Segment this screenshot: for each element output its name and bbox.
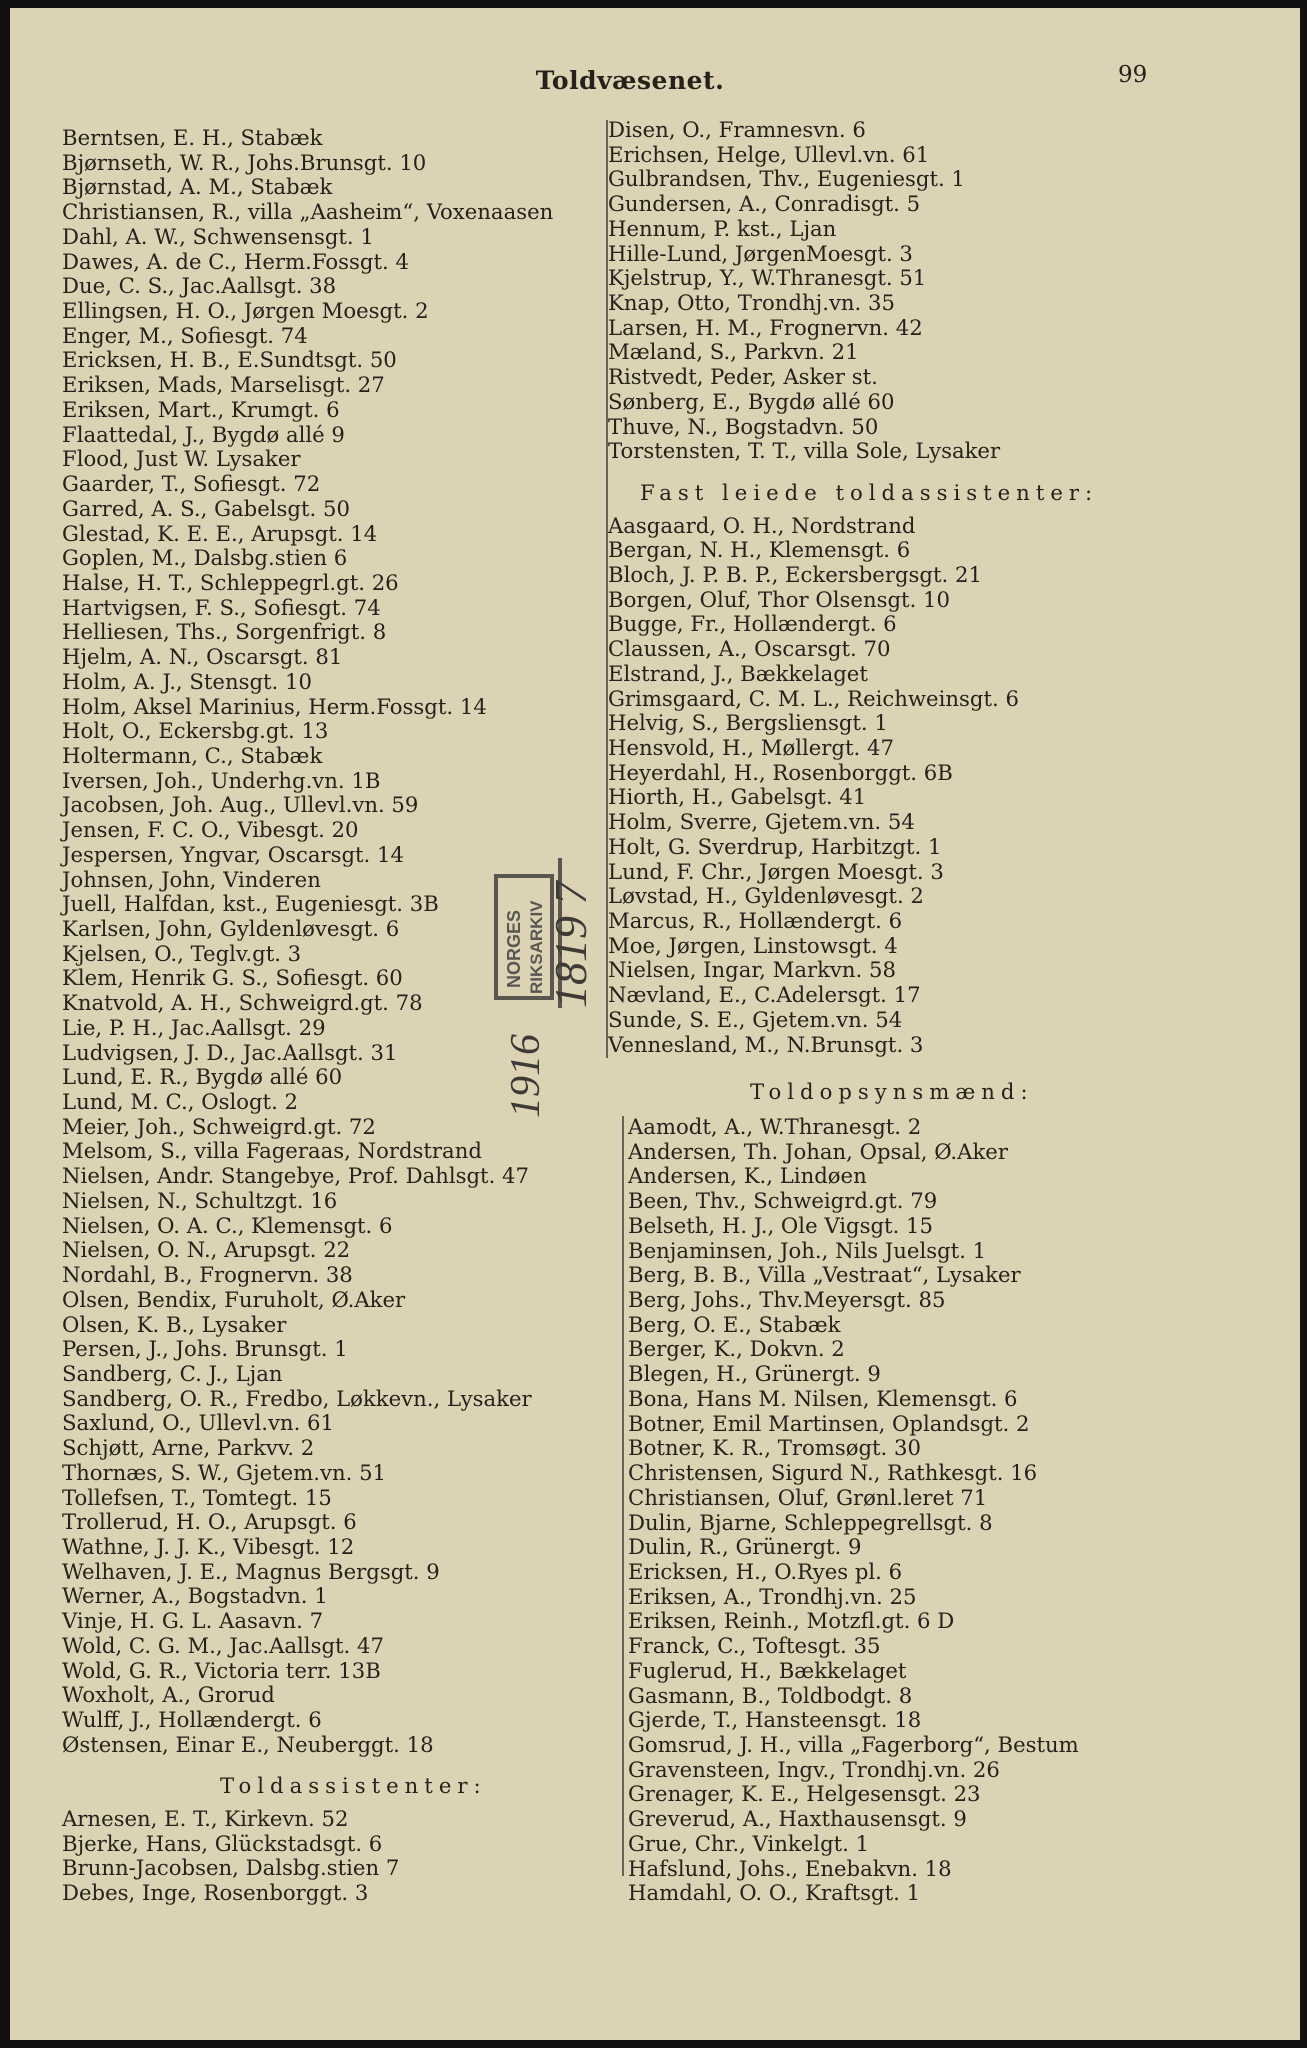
directory-entry: Lund, E. R., Bygdø allé 60 (62, 1064, 343, 1090)
directory-entry: Nielsen, O. A. C., Klemensgt. 6 (62, 1212, 393, 1238)
directory-entry: Dahl, A. W., Schwensensgt. 1 (62, 223, 374, 249)
directory-entry: Botner, Emil Martinsen, Oplandsgt. 2 (628, 1410, 1030, 1436)
directory-entry: Helliesen, Ths., Sorgenfrigt. 8 (62, 619, 387, 645)
directory-entry: Ristvedt, Peder, Asker st. (608, 364, 878, 390)
directory-entry: Gundersen, A., Conradisgt. 5 (608, 191, 921, 217)
directory-entry: Bjørnseth, W. R., Johs.Brunsgt. 10 (62, 149, 427, 175)
directory-entry: Eriksen, Mads, Marselisgt. 27 (62, 372, 385, 398)
section-heading-toldopsynsmaend: Toldopsynsmænd: (750, 1079, 1034, 1105)
directory-entry: Been, Thv., Schweigrd.gt. 79 (628, 1188, 938, 1214)
directory-entry: Hennum, P. kst., Ljan (608, 215, 837, 241)
directory-entry: Jacobsen, Joh. Aug., Ullevl.vn. 59 (62, 792, 419, 818)
directory-entry: Eriksen, A., Trondhj.vn. 25 (628, 1583, 917, 1609)
toldopsynsmaend-entries (622, 1115, 1079, 1906)
directory-entry: Hamdahl, O. O., Kraftsgt. 1 (628, 1880, 921, 1906)
directory-entry: Moe, Jørgen, Linstowsgt. 4 (608, 932, 898, 958)
directory-entry: Garred, A. S., Gabelsgt. 50 (62, 495, 350, 521)
directory-entry: Christensen, Sigurd N., Rathkesgt. 16 (628, 1460, 1038, 1486)
directory-entry: Brunn-Jacobsen, Dalsbg.stien 7 (62, 1855, 400, 1881)
directory-entry: Andersen, Th. Johan, Opsal, Ø.Aker (628, 1138, 1008, 1164)
directory-entry: Erichsen, Helge, Ullevl.vn. 61 (608, 141, 930, 167)
section-heading-fast-leiede: Fast leiede toldassistenter: (640, 480, 1099, 506)
directory-entry: Vinje, H. G. L. Aasavn. 7 (62, 1608, 324, 1634)
directory-entry: Trollerud, H. O., Arupsgt. 6 (62, 1509, 357, 1535)
directory-entry: Bloch, J. P. B. P., Eckersbergsgt. 21 (608, 561, 982, 587)
directory-entry: Hafslund, Johs., Enebakvn. 18 (628, 1855, 952, 1881)
directory-entry: Christiansen, Oluf, Grønl.leret 71 (628, 1484, 988, 1510)
directory-entry: Wulff, J., Hollændergt. 6 (62, 1707, 322, 1732)
directory-entry: Goplen, M., Dalsbg.stien 6 (62, 545, 348, 571)
directory-entry: Eriksen, Reinh., Motzfl.gt. 6 D (628, 1608, 955, 1634)
directory-entry: Nielsen, N., Schultzgt. 16 (62, 1187, 338, 1213)
directory-entry: Jensen, F. C. O., Vibesgt. 20 (62, 817, 359, 843)
directory-entry: Hjelm, A. N., Oscarsgt. 81 (62, 644, 343, 670)
directory-entry: Sandberg, O. R., Fredbo, Løkkevn., Lysaker (62, 1385, 532, 1411)
directory-entry: Jespersen, Yngvar, Oscarsgt. 14 (62, 841, 404, 867)
toldassistenter-entries (62, 1807, 553, 1906)
directory-entry: Larsen, H. M., Frognervn. 42 (608, 314, 923, 340)
directory-entry: Holm, Sverre, Gjetem.vn. 54 (608, 809, 915, 835)
right-column (608, 118, 1098, 1113)
directory-entry: Holtermann, C., Stabæk (62, 742, 323, 768)
directory-entry: Gomsrud, J. H., villa „Fagerborg“, Bestum (628, 1731, 1079, 1757)
directory-entry: Belseth, H. J., Ole Vigsgt. 15 (628, 1212, 933, 1238)
directory-entry: Elstrand, J., Bækkelaget (608, 660, 868, 686)
directory-entry: Olsen, K. B., Lysaker (62, 1311, 287, 1337)
directory-entry: Aasgaard, O. H., Nordstrand (608, 512, 916, 538)
directory-entry: Christiansen, R., villa „Aasheim“, Voxenaasen (62, 199, 554, 225)
directory-entry: Grimsgaard, C. M. L., Reichweinsgt. 6 (608, 685, 1019, 711)
directory-entry: Eriksen, Mart., Krumgt. 6 (62, 396, 340, 422)
directory-entry: Tollefsen, T., Tomtegt. 15 (62, 1484, 332, 1510)
directory-entry: Kjelstrup, Y., W.Thranesgt. 51 (608, 265, 927, 291)
archive-stamp (494, 688, 599, 1118)
directory-entry: Fuglerud, H., Bækkelaget (628, 1657, 907, 1683)
directory-entry: Wathne, J. J. K., Vibesgt. 12 (62, 1533, 355, 1559)
directory-entry: Andersen, K., Lindøen (628, 1163, 867, 1189)
directory-entry: Olsen, Bendix, Furuholt, Ø.Aker (62, 1286, 406, 1312)
directory-entry: Arnesen, E. T., Kirkevn. 52 (62, 1805, 349, 1831)
directory-entry: Ericksen, H., O.Ryes pl. 6 (628, 1558, 903, 1584)
directory-entry: Flaattedal, J., Bygdø allé 9 (62, 421, 345, 447)
stamp-text-norges: NORGES (504, 909, 524, 988)
directory-entry: Benjaminsen, Joh., Nils Juelsgt. 1 (628, 1237, 987, 1263)
directory-entry: Gravensteen, Ingv., Trondhj.vn. 26 (628, 1756, 1000, 1782)
handwritten-number: 1916 (503, 1034, 549, 1118)
directory-entry: Gaarder, T., Sofiesgt. 72 (62, 471, 321, 497)
directory-entry: Holt, O., Eckersbg.gt. 13 (62, 718, 329, 744)
directory-entry: Woxholt, A., Grorud (62, 1682, 275, 1708)
directory-entry: Bona, Hans M. Nilsen, Klemensgt. 6 (628, 1385, 1018, 1411)
page-number: 99 (1118, 62, 1148, 88)
directory-entry: Grue, Chr., Vinkelgt. 1 (628, 1830, 870, 1856)
directory-entry: Grenager, K. E., Helgesensgt. 23 (628, 1781, 981, 1807)
directory-entry: Hensvold, H., Møllergt. 47 (608, 734, 894, 760)
directory-entry: Vennesland, M., N.Brunsgt. 3 (608, 1031, 924, 1057)
directory-entry: Borgen, Oluf, Thor Olsensgt. 10 (608, 586, 950, 612)
directory-entry: Flood, Just W. Lysaker (62, 446, 301, 472)
directory-entry: Claussen, A., Oscarsgt. 70 (608, 636, 891, 662)
directory-entry: Saxlund, O., Ullevl.vn. 61 (62, 1410, 335, 1436)
directory-entry: Wold, G. R., Victoria terr. 13B (62, 1657, 381, 1683)
directory-entry: Marcus, R., Hollændergt. 6 (608, 908, 903, 933)
directory-entry: Dawes, A. de C., Herm.Fossgt. 4 (62, 248, 409, 274)
directory-entry: Wold, C. G. M., Jac.Aallsgt. 47 (62, 1632, 384, 1658)
directory-entry: Bergan, N. H., Klemensgt. 6 (608, 537, 911, 563)
directory-entry: Greverud, A., Haxthausensgt. 9 (628, 1806, 967, 1832)
directory-entry: Debes, Inge, Rosenborggt. 3 (62, 1880, 369, 1906)
directory-entry: Franck, C., Toftesgt. 35 (628, 1633, 881, 1659)
directory-entry: Glestad, K. E. E., Arupsgt. 14 (62, 520, 378, 546)
directory-entry: Aamodt, A., W.Thranesgt. 2 (628, 1114, 922, 1139)
directory-entry: Halse, H. T., Schleppegrl.gt. 26 (62, 569, 399, 595)
left-column (62, 126, 553, 1906)
directory-entry: Enger, M., Sofiesgt. 74 (62, 322, 308, 348)
left-entries (62, 126, 553, 1757)
directory-entry: Gulbrandsen, Thv., Eugeniesgt. 1 (608, 166, 965, 192)
directory-entry: Bjerke, Hans, Glückstadsgt. 6 (62, 1830, 383, 1856)
fast-leiede-entries (608, 514, 1098, 1058)
directory-entry: Johnsen, John, Vinderen (62, 866, 321, 892)
section-heading-toldassistenter: Toldassistenter: (220, 1773, 487, 1799)
directory-entry: Lund, M. C., Oslogt. 2 (62, 1089, 299, 1115)
directory-entry: Botner, K. R., Tromsøgt. 30 (628, 1435, 921, 1461)
directory-entry: Berntsen, E. H., Stabæk (62, 125, 323, 150)
directory-entry: Helvig, S., Bergsliensgt. 1 (608, 710, 888, 736)
directory-entry: Mæland, S., Parkvn. 21 (608, 339, 859, 365)
directory-entry: Karlsen, John, Gyldenløvesgt. 6 (62, 916, 400, 941)
directory-entry: Sunde, S. E., Gjetem.vn. 54 (608, 1006, 903, 1032)
directory-entry: Persen, J., Johs. Brunsgt. 1 (62, 1336, 348, 1362)
directory-entry: Løvstad, H., Gyldenløvesgt. 2 (608, 883, 924, 909)
directory-entry: Holt, G. Sverdrup, Harbitzgt. 1 (608, 833, 942, 859)
directory-entry: Hille-Lund, JørgenMoesgt. 3 (608, 240, 913, 266)
directory-entry: Dulin, R., Grünergt. 9 (628, 1534, 862, 1560)
directory-entry: Lund, F. Chr., Jørgen Moesgt. 3 (608, 858, 944, 884)
directory-entry: Meier, Joh., Schweigrd.gt. 72 (62, 1113, 376, 1139)
directory-entry: Berg, Johs., Thv.Meyersgt. 85 (628, 1287, 946, 1313)
directory-entry: Disen, O., Framnesvn. 6 (608, 117, 866, 142)
stamp-text-riksarkiv: RIKSARKIV (527, 900, 546, 994)
page-title: Toldvæsenet. (535, 66, 725, 95)
directory-entry: Melsom, S., villa Fageraas, Nordstrand (62, 1138, 482, 1164)
directory-entry: Hiorth, H., Gabelsgt. 41 (608, 784, 867, 810)
directory-entry: Kjelsen, O., Teglv.gt. 3 (62, 940, 302, 966)
directory-entry: Dulin, Bjarne, Schleppegrellsgt. 8 (628, 1509, 993, 1535)
directory-entry: Klem, Henrik G. S., Sofiesgt. 60 (62, 965, 403, 991)
directory-entry: Iversen, Joh., Underhg.vn. 1B (62, 767, 381, 793)
directory-entry: Knap, Otto, Trondhj.vn. 35 (608, 290, 895, 316)
directory-page (10, 8, 1300, 2040)
handwritten-year: 1819 7 (545, 881, 596, 1008)
directory-entry: Torstensten, T. T., villa Sole, Lysaker (608, 438, 1001, 464)
directory-entry: Nordahl, B., Frognervn. 38 (62, 1262, 353, 1288)
directory-entry: Welhaven, J. E., Magnus Bergsgt. 9 (62, 1558, 440, 1584)
directory-entry: Berg, O. E., Stabæk (628, 1311, 841, 1337)
directory-entry: Ellingsen, H. O., Jørgen Moesgt. 2 (62, 298, 429, 324)
directory-entry: Knatvold, A. H., Schweigrd.gt. 78 (62, 990, 423, 1016)
directory-entry: Juell, Halfdan, kst., Eugeniesgt. 3B (62, 891, 439, 917)
directory-entry: Heyerdahl, H., Rosenborggt. 6B (608, 759, 953, 785)
directory-entry: Nielsen, Andr. Stangebye, Prof. Dahlsgt. 47 (62, 1163, 530, 1189)
directory-entry: Nævland, E., C.Adelersgt. 17 (608, 982, 921, 1008)
directory-entry: Holm, Aksel Marinius, Herm.Fossgt. 14 (62, 693, 487, 719)
right-entries (608, 118, 1098, 464)
directory-entry: Nielsen, O. N., Arupsgt. 22 (62, 1237, 351, 1263)
directory-entry: Due, C. S., Jac.Aallsgt. 38 (62, 273, 337, 299)
right-column-lower (622, 1115, 1079, 1906)
directory-entry: Sandberg, C. J., Ljan (62, 1360, 283, 1386)
directory-entry: Thuve, N., Bogstadvn. 50 (608, 413, 879, 439)
directory-entry: Holm, A. J., Stensgt. 10 (62, 668, 312, 694)
directory-entry: Nielsen, Ingar, Markvn. 58 (608, 957, 896, 983)
directory-entry: Østensen, Einar E., Neuberggt. 18 (62, 1731, 434, 1757)
directory-entry: Ericksen, H. B., E.Sundtsgt. 50 (62, 347, 397, 373)
directory-entry: Berger, K., Dokvn. 2 (628, 1336, 845, 1362)
directory-entry: Lie, P. H., Jac.Aallsgt. 29 (62, 1014, 326, 1040)
directory-entry: Gjerde, T., Hansteensgt. 18 (628, 1707, 922, 1733)
directory-entry: Thornæs, S. W., Gjetem.vn. 51 (62, 1459, 387, 1485)
directory-entry: Hartvigsen, F. S., Sofiesgt. 74 (62, 594, 381, 620)
directory-entry: Gasmann, B., Toldbodgt. 8 (628, 1682, 913, 1708)
directory-entry: Bugge, Fr., Hollændergt. 6 (608, 611, 897, 637)
directory-entry: Ludvigsen, J. D., Jac.Aallsgt. 31 (62, 1039, 398, 1065)
directory-entry: Blegen, H., Grünergt. 9 (628, 1361, 881, 1387)
directory-entry: Sønberg, E., Bygdø allé 60 (608, 388, 895, 414)
directory-entry: Schjøtt, Arne, Parkvv. 2 (62, 1435, 315, 1461)
directory-entry: Werner, A., Bogstadvn. 1 (62, 1583, 328, 1609)
directory-entry: Berg, B. B., Villa „Vestraat“, Lysaker (628, 1262, 1021, 1288)
directory-entry: Bjørnstad, A. M., Stabæk (62, 174, 333, 200)
